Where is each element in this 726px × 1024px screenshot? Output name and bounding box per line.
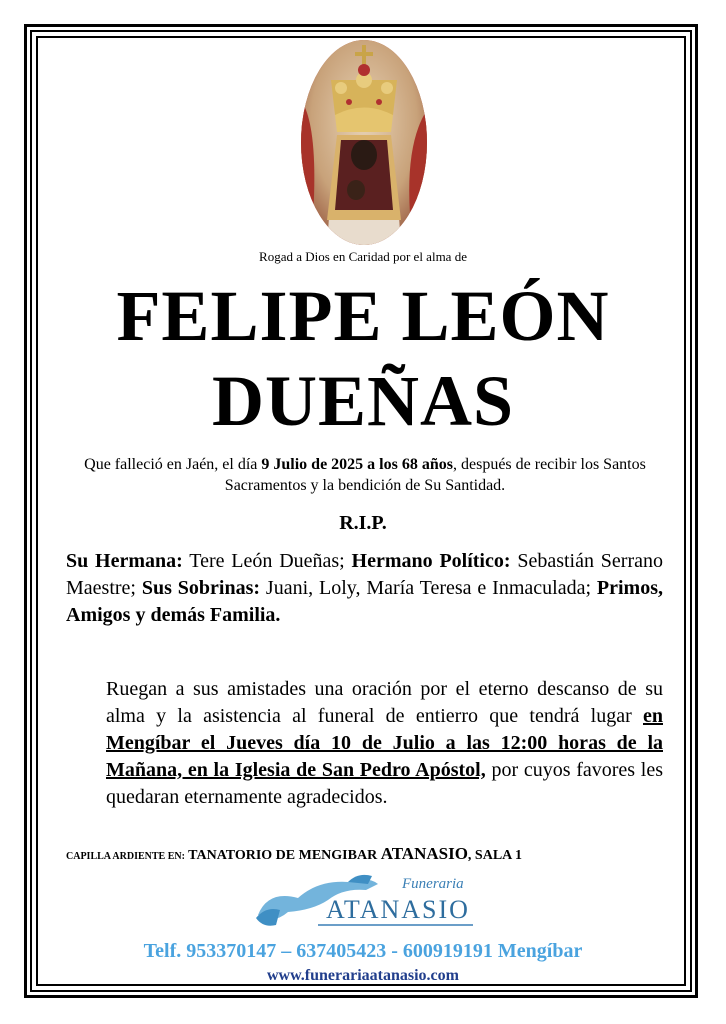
deceased-name-line2: DUEÑAS: [211, 361, 515, 441]
logo-main-text: ATANASIO: [326, 895, 470, 924]
rip-heading: R.I.P.: [339, 512, 387, 534]
death-notice: Que falleció en Jaén, el día 9 Julio de 2025 a los 68 años, después de recibir los Santos Sacramentos y la bendición de Su Santidad.: [84, 456, 646, 494]
intro-text: Rogad a Dios en Caridad por el alma de: [259, 249, 467, 264]
family-list: Su Hermana: Tere León Dueñas; Hermano Político: Sebastián Serrano Maestre; Sus Sobrinas: Juani, Loly, María Teresa e Inmaculada; Primos, Amigos y demás Familia.: [66, 550, 663, 626]
funeral-place: en Mengíbar el Jueves día 10 de Julio a las 12:00 horas de la Mañana, en la Iglesia de San Pedro Apóstol,: [106, 705, 663, 781]
virgin-image-icon: [301, 40, 427, 245]
phone-numbers: Telf. 953370147 – 637405423 - 600919191 Mengíbar: [143, 940, 583, 962]
deceased-name-line1: FELIPE LEÓN: [116, 276, 610, 356]
capilla-ardiente: CAPILLA ARDIENTE EN: TANATORIO DE MENGIBAR ATANASIO, SALA 1: [66, 844, 522, 863]
funeral-announcement: Ruegan a sus amistades una oración por el eterno descanso de su alma y la asistencia al funeral de entierro que tendrá lugar en Mengíbar el Jueves día 10 de Julio a las 12:00 horas de la Mañana, en la Iglesia de San Pedro Apóstol, por cuyos favores les quedaran eternamente agradecidos.: [106, 678, 663, 808]
death-date: 9 Julio de 2025 a los 68 años: [261, 456, 453, 473]
logo-sub-text: Funeraria: [402, 876, 464, 892]
website-link[interactable]: www.funerariaatanasio.com: [267, 967, 459, 984]
